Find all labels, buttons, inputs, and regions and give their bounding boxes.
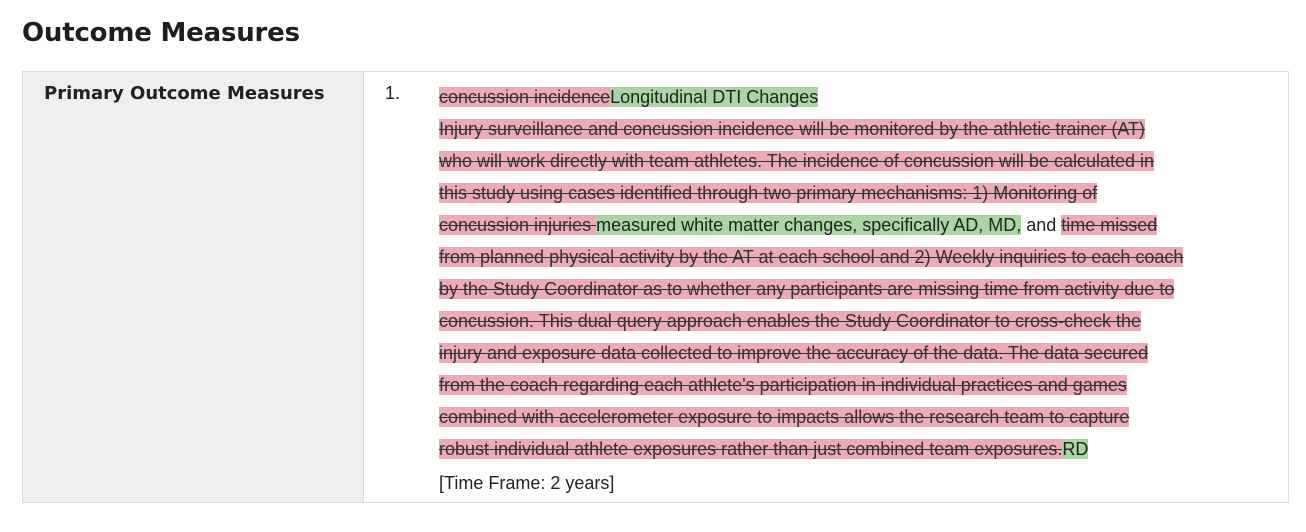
deleted-text: concussion injuries — [439, 215, 597, 235]
description-line — [439, 305, 1279, 337]
description-line — [439, 273, 1279, 305]
deleted-text: who will work directly with team athletes. The incidence of concussion will be calculated in — [439, 151, 1155, 171]
description-line — [439, 401, 1279, 433]
deleted-text: from the coach regarding each athlete's participation in individual practices and games — [439, 375, 1127, 395]
description-line — [439, 337, 1279, 369]
inserted-title: Longitudinal DTI Changes — [610, 87, 819, 107]
description-line-last — [439, 433, 1279, 465]
inserted-text: measured white matter changes, specifically AD, MD, — [596, 215, 1022, 235]
deleted-text: by the Study Coordinator as to whether any participants are missing time from activity due to — [439, 279, 1175, 299]
deleted-text: robust individual athlete exposures rather than just combined team exposures. — [439, 439, 1063, 459]
outcome-title-line — [439, 81, 1279, 113]
deleted-text: injury and exposure data collected to improve the accuracy of the data. The data secured — [439, 343, 1149, 363]
item-number: 1. — [385, 83, 401, 103]
row-label: Primary Outcome Measures — [44, 83, 325, 104]
deleted-text: combined with accelerometer exposure to impacts allows the research team to capture — [439, 407, 1130, 427]
description-line — [439, 113, 1279, 145]
label-cell — [23, 72, 364, 502]
description-line — [439, 145, 1279, 177]
deleted-text: from planned physical activity by the AT at each school and 2) Weekly inquiries to each coach — [439, 247, 1184, 267]
time-frame: [Time Frame: 2 years] — [439, 473, 615, 493]
deleted-text: time missed — [1061, 215, 1158, 235]
outcome-content — [439, 81, 1279, 499]
deleted-text: concussion. This dual query approach enables the Study Coordinator to cross-check the — [439, 311, 1142, 331]
outcome-measures-table — [22, 71, 1289, 503]
plain-text: and — [1021, 215, 1062, 235]
inserted-text: RD — [1062, 439, 1089, 459]
deleted-text: Injury surveillance and concussion incidence will be monitored by the athletic trainer (AT) — [439, 119, 1146, 139]
section-title: Outcome Measures — [22, 18, 300, 48]
description-line — [439, 369, 1279, 401]
description-line — [439, 241, 1279, 273]
deleted-title: concussion incidence — [439, 87, 611, 107]
description-line — [439, 177, 1279, 209]
deleted-text: this study using cases identified through two primary mechanisms: 1) Monitoring of — [439, 183, 1098, 203]
description-line-mixed — [439, 209, 1279, 241]
